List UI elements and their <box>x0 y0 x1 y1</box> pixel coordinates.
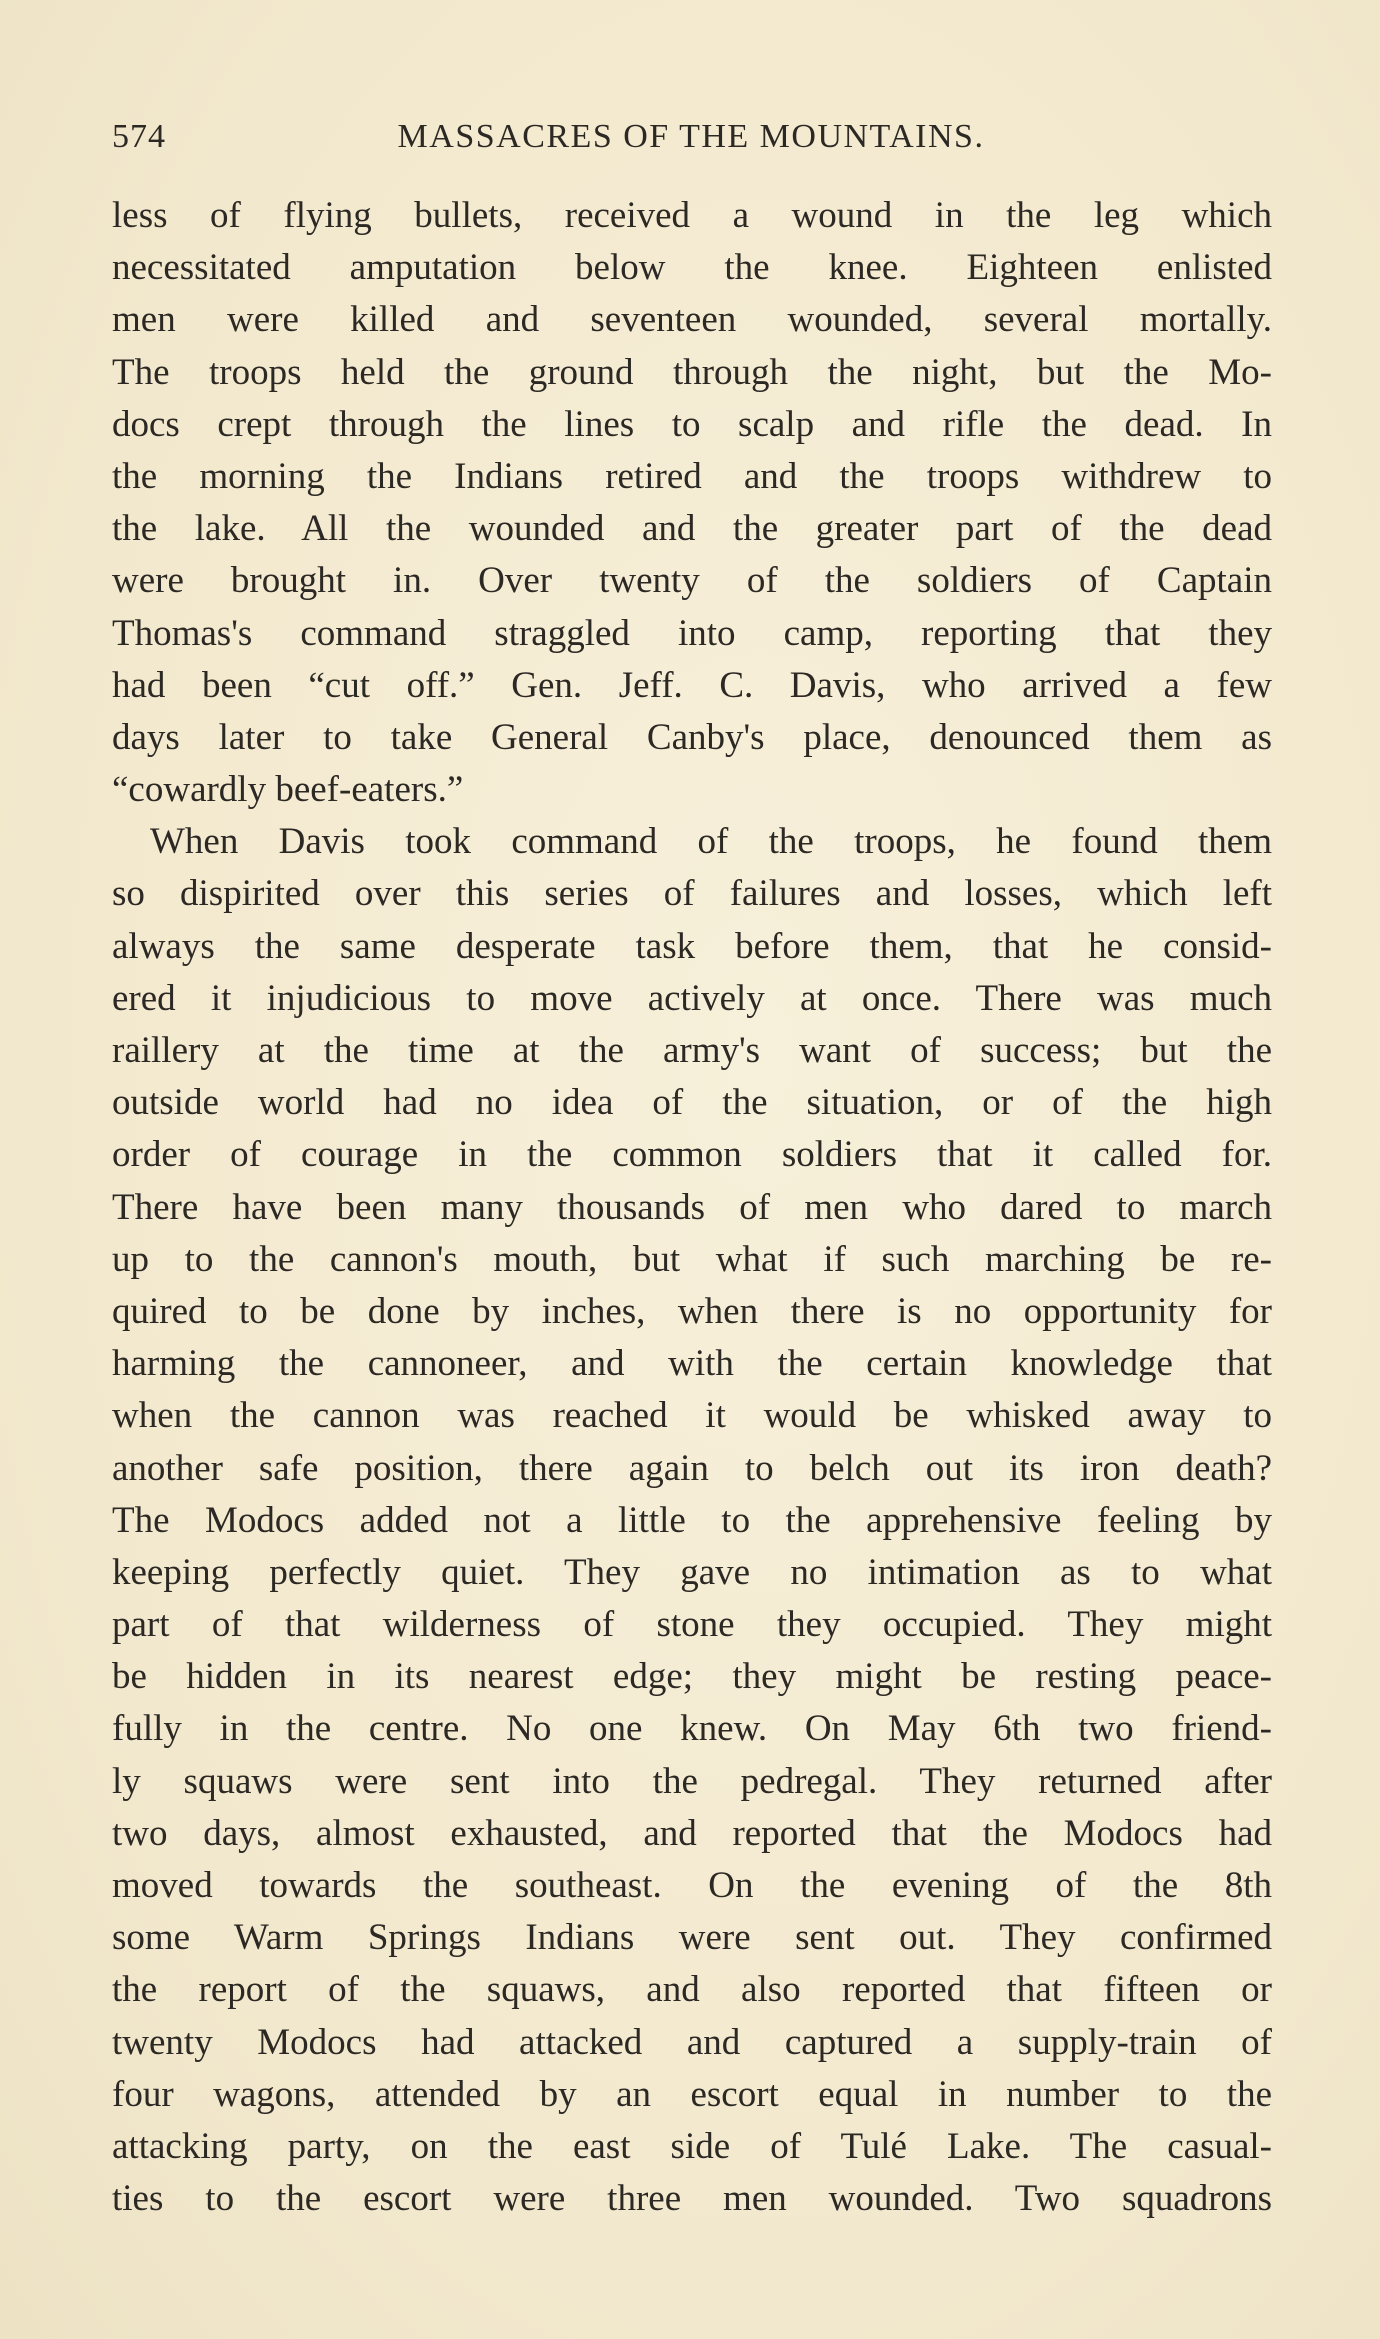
text-line: were brought in. Over twenty of the soldiers of Captain <box>112 560 1272 602</box>
text-line: part of that wilderness of stone they occupied. They might <box>112 1604 1272 1646</box>
text-line: be hidden in its nearest edge; they might be resting peace- <box>112 1656 1272 1698</box>
text-line: the morning the Indians retired and the troops withdrew to <box>112 455 1272 497</box>
page-number: 574 <box>112 118 166 155</box>
text-line: raillery at the time at the army's want of success; but the <box>112 1030 1272 1071</box>
text-line: When Davis took command of the troops, he found them <box>150 821 1272 863</box>
text-line: ly squaws were sent into the pedregal. They returned after <box>112 1760 1272 1802</box>
text-line: moved towards the southeast. On the evening of the 8th <box>112 1865 1272 1906</box>
text-line: order of courage in the common soldiers that it called for. <box>112 1134 1272 1176</box>
text-line: less of flying bullets, received a wound in the leg which <box>112 195 1272 236</box>
text-line: attacking party, on the east side of Tulé Lake. The casual- <box>112 2125 1272 2167</box>
body-text <box>112 190 1272 2225</box>
text-line: so dispirited over this series of failures and losses, which left <box>112 873 1272 915</box>
text-line: “cowardly beef-eaters.” <box>112 769 464 811</box>
text-line: twenty Modocs had attacked and captured a supply-train of <box>112 2021 1272 2063</box>
text-line: quired to be done by inches, when there is no opportunity for <box>112 1290 1272 1332</box>
text-line: The Modocs added not a little to the apprehensive feeling by <box>112 1499 1272 1541</box>
text-line: docs crept through the lines to scalp and rifle the dead. In <box>112 403 1272 445</box>
text-line: four wagons, attended by an escort equal in number to the <box>112 2073 1272 2115</box>
text-line: necessitated amputation below the knee. Eighteen enlisted <box>112 247 1272 289</box>
text-line: The troops held the ground through the night, but the Mo- <box>112 351 1272 393</box>
text-line: up to the cannon's mouth, but what if such marching be re- <box>112 1238 1272 1280</box>
text-line: two days, almost exhausted, and reported that the Modocs had <box>112 1812 1272 1854</box>
text-line: outside world had no idea of the situation, or of the high <box>112 1082 1272 1124</box>
text-line: days later to take General Canby's place, denounced them as <box>112 716 1272 758</box>
text-line: keeping perfectly quiet. They gave no intimation as to what <box>112 1551 1272 1593</box>
text-line: always the same desperate task before them, that he consid- <box>112 925 1272 967</box>
text-line: ties to the escort were three men wounded. Two squadrons <box>112 2178 1272 2220</box>
text-line: men were killed and seventeen wounded, several mortally. <box>112 299 1272 341</box>
text-line: fully in the centre. No one knew. On May 6th two friend- <box>112 1708 1272 1750</box>
text-line: harming the cannoneer, and with the certain knowledge that <box>112 1343 1272 1385</box>
text-line: There have been many thousands of men who dared to march <box>112 1186 1272 1228</box>
text-line: some Warm Springs Indians were sent out. They confirmed <box>112 1917 1272 1959</box>
running-head: MASSACRES OF THE MOUNTAINS. <box>397 118 985 155</box>
text-line: Thomas's command straggled into camp, reporting that they <box>112 612 1272 654</box>
text-line: the lake. All the wounded and the greater part of the dead <box>112 508 1272 550</box>
page-header <box>112 112 1270 162</box>
text-line: had been “cut off.” Gen. Jeff. C. Davis, who arrived a few <box>112 664 1272 706</box>
text-line: another safe position, there again to belch out its iron death? <box>112 1447 1272 1489</box>
text-line: ered it injudicious to move actively at once. There was much <box>112 977 1272 1019</box>
text-line: when the cannon was reached it would be whisked away to <box>112 1395 1272 1437</box>
text-line: the report of the squaws, and also reported that fifteen or <box>112 1969 1272 2011</box>
